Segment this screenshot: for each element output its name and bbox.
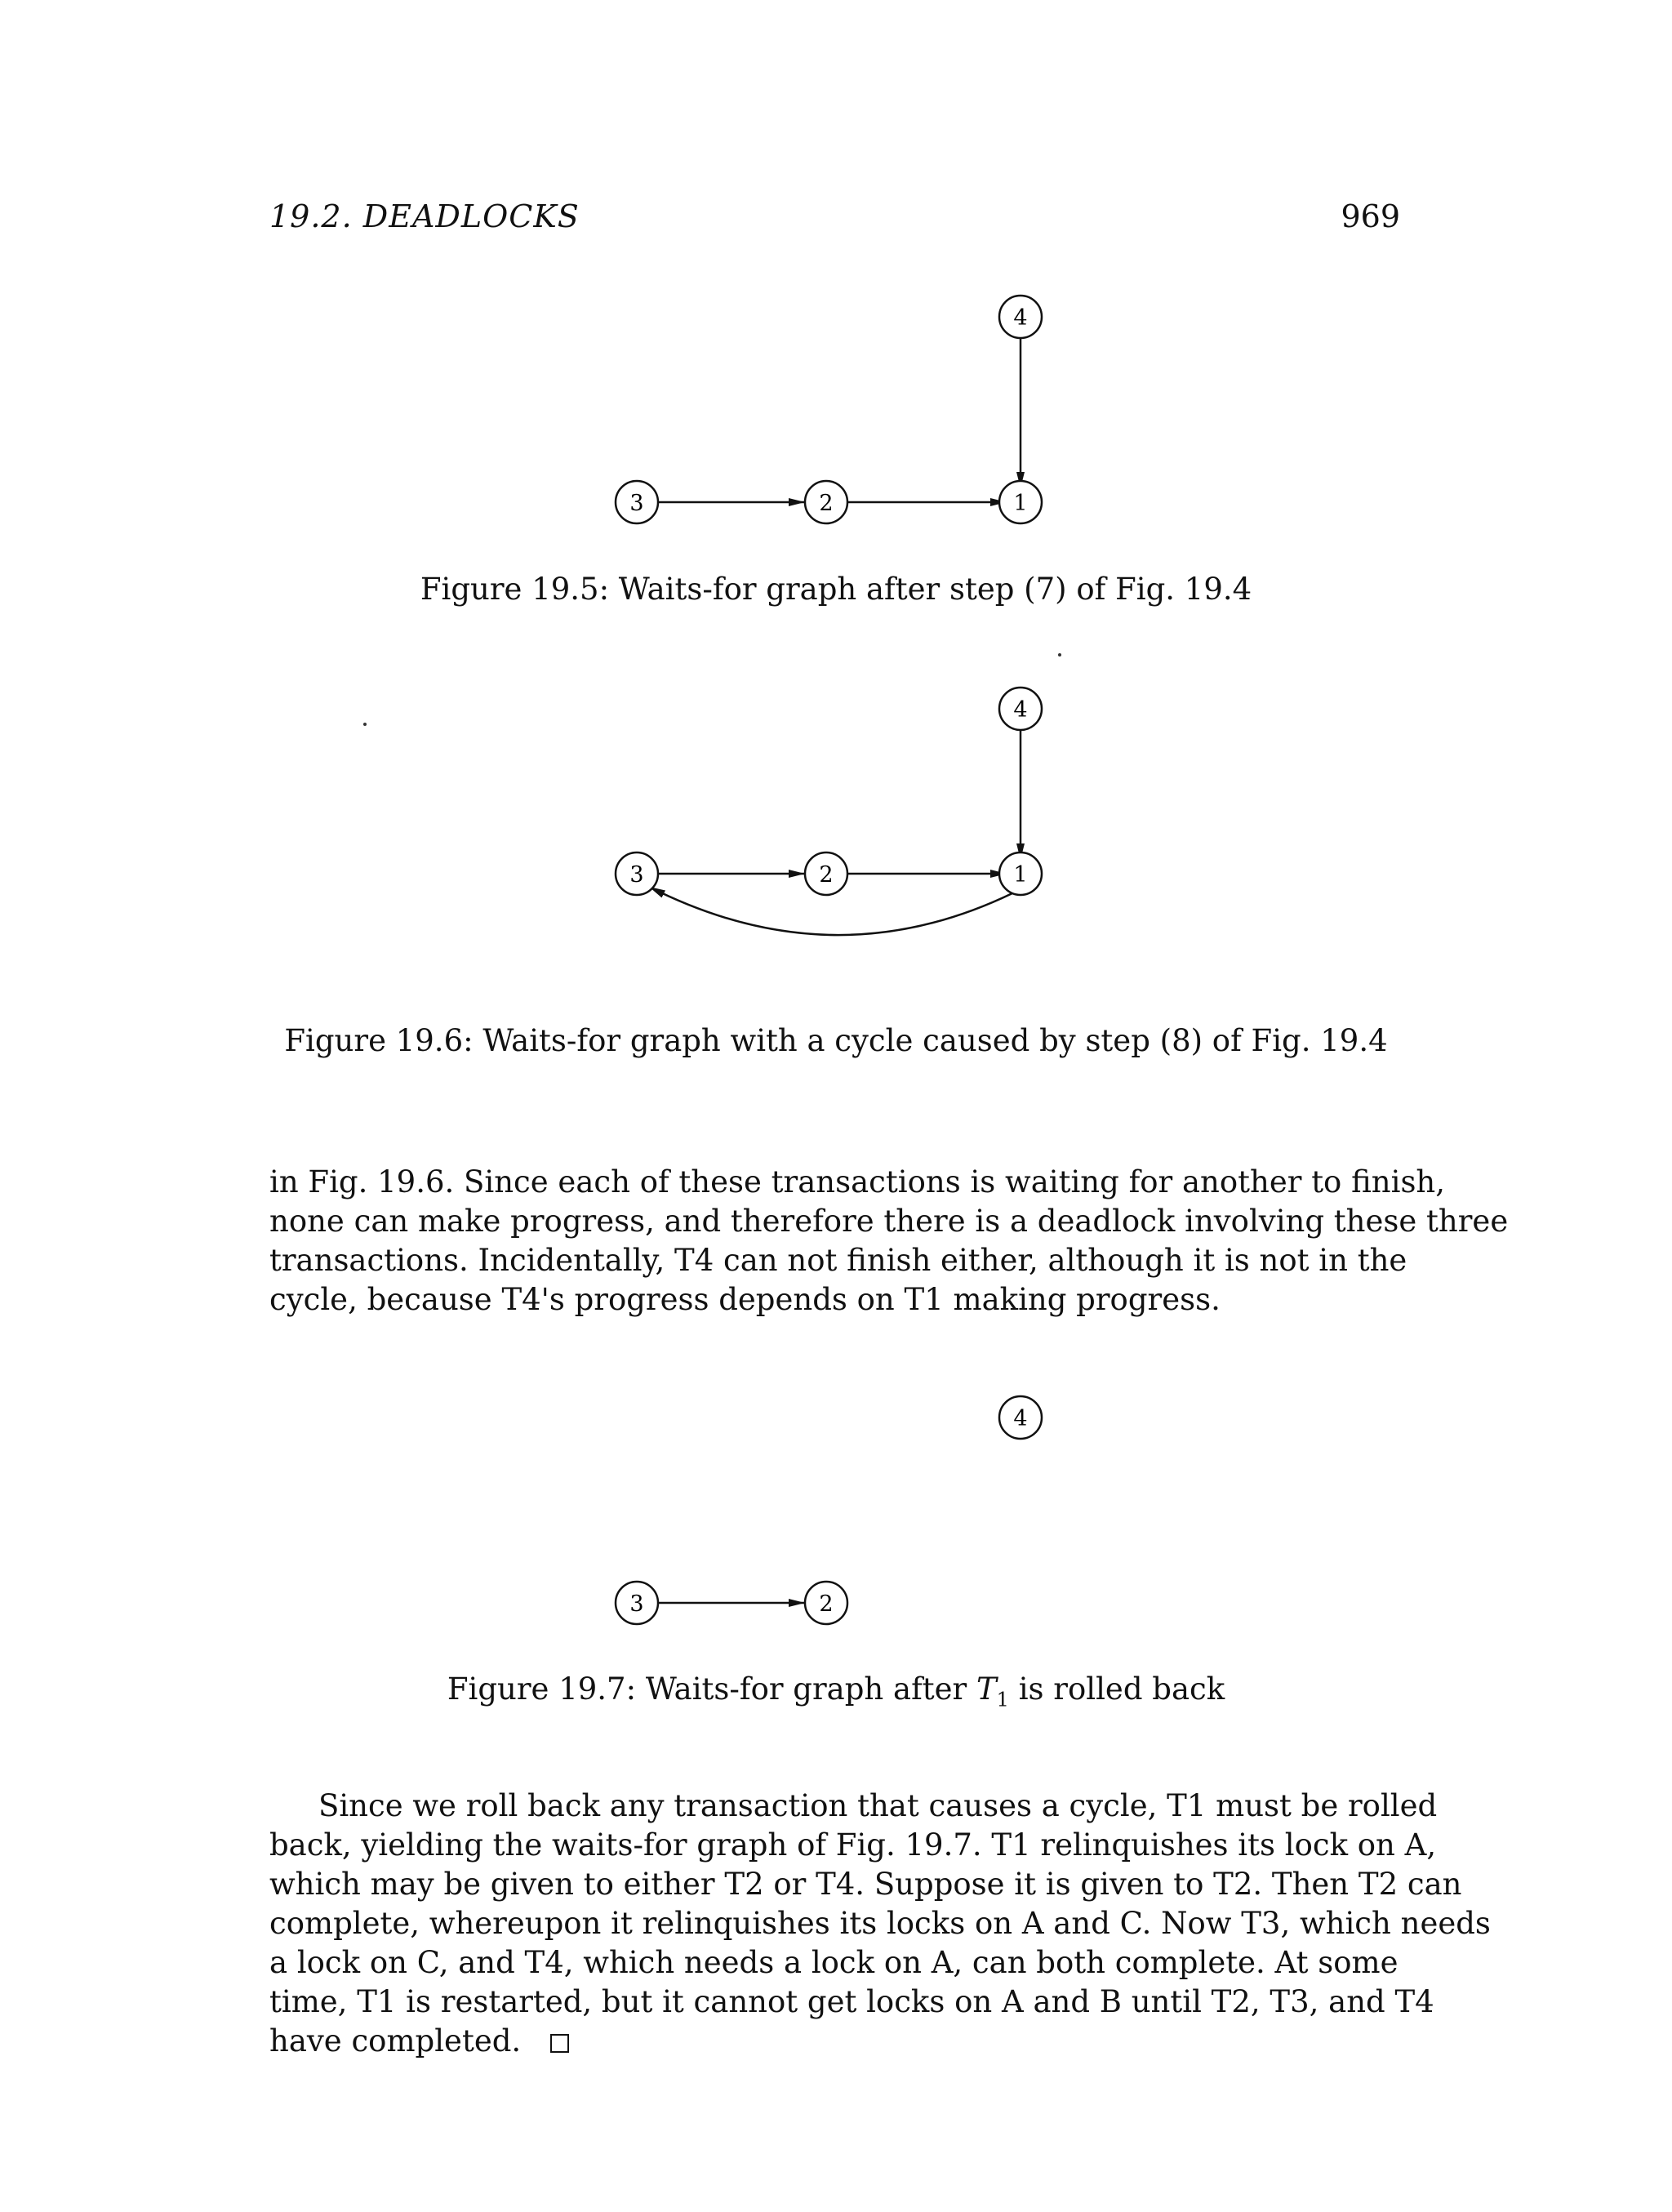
svg-text:3: 3	[629, 1591, 644, 1617]
svg-text:3: 3	[629, 862, 644, 888]
svg-text:2: 2	[819, 491, 834, 516]
text-line: time, T1 is restarted, but it cannot get locks on A and B until T2, T3, and T4	[269, 1984, 1434, 2019]
text-line: have completed.	[269, 2022, 1392, 2061]
node-4	[999, 296, 1042, 338]
figure-19-7-graph	[0, 1388, 1672, 1633]
stray-mark	[1058, 653, 1061, 656]
node-1	[999, 481, 1042, 523]
svg-text:3: 3	[629, 491, 644, 516]
svg-text:4: 4	[1013, 1406, 1028, 1431]
caption-text: Figure 19.7: Waits-for graph after	[447, 1671, 976, 1707]
svg-text:4: 4	[1013, 697, 1028, 723]
page-number: 969	[1341, 198, 1400, 234]
svg-text:2: 2	[819, 1591, 834, 1617]
figure-19-6-caption: Figure 19.6: Waits-for graph with a cycle caused by step (8) of Fig. 19.4	[284, 1023, 1388, 1058]
node-3	[616, 1582, 658, 1624]
text-line: Since we roll back any transaction that causes a cycle, T1 must be rolled	[318, 1788, 1438, 1823]
figure-19-7-caption	[0, 1671, 1672, 1711]
text-line: transactions. Incidentally, T4 can not finish either, although it is not in the	[269, 1243, 1407, 1278]
node-4	[999, 688, 1042, 730]
caption-sub: 1	[996, 1688, 1009, 1711]
text-line: complete, whereupon it relinquishes its locks on A and C. Now T3, which needs	[269, 1906, 1491, 1941]
node-4	[999, 1396, 1042, 1439]
caption-var: T	[976, 1671, 997, 1707]
node-2	[805, 481, 847, 523]
text-line: a lock on C, and T4, which needs a lock on A, can both complete. At some	[269, 1945, 1399, 1980]
node-3	[616, 481, 658, 523]
svg-text:1: 1	[1013, 862, 1028, 888]
caption-text: is rolled back	[1008, 1671, 1225, 1707]
node-2	[805, 1582, 847, 1624]
node-2	[805, 852, 847, 895]
node-3	[616, 852, 658, 895]
text-line: none can make progress, and therefore there is a deadlock involving these three	[269, 1204, 1509, 1239]
svg-text:1: 1	[1013, 491, 1028, 516]
svg-text:2: 2	[819, 862, 834, 888]
qed-square-icon	[550, 2034, 569, 2053]
text-line: which may be given to either T2 or T4. Suppose it is given to T2. Then T2 can	[269, 1867, 1462, 1902]
figure-19-5-graph	[0, 286, 1672, 563]
paragraph-1	[269, 1163, 1509, 1320]
text-line: back, yielding the waits-for graph of Fig. 19.7. T1 relinquishes its lock on A,	[269, 1827, 1437, 1863]
figure-19-6-graph	[0, 678, 1672, 1004]
text-line: cycle, because T4's progress depends on T1 making progress.	[269, 1282, 1221, 1317]
paragraph-2	[269, 1787, 1491, 2061]
figure-19-5-caption: Figure 19.5: Waits-for graph after step (7) of Fig. 19.4	[420, 572, 1252, 607]
node-1	[999, 852, 1042, 895]
svg-text:4: 4	[1013, 305, 1028, 331]
section-header: 19.2. DEADLOCKS	[269, 198, 580, 234]
text-line: in Fig. 19.6. Since each of these transactions is waiting for another to finish,	[269, 1164, 1446, 1199]
